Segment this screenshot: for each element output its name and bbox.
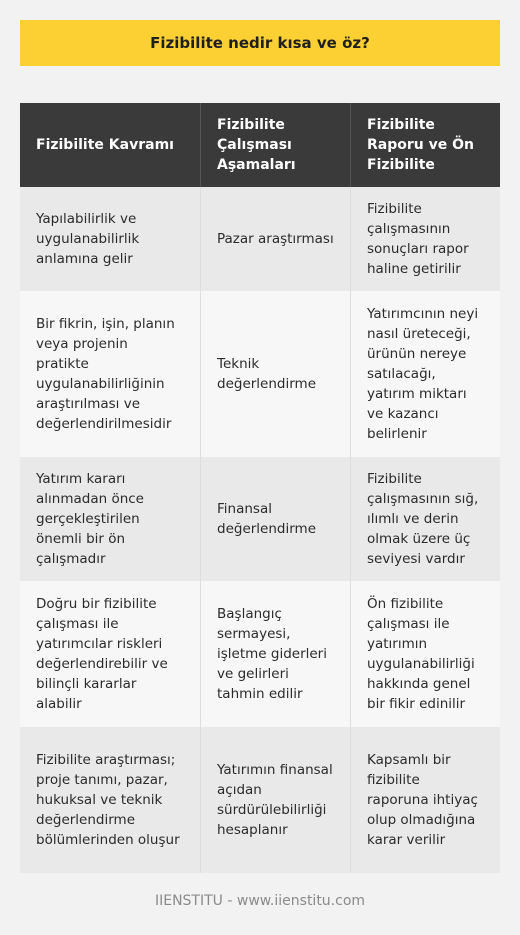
table-cell: Ön fizibilite çalışması ile yatırımın uygulanabilirliği hakkında genel bir fikir edinilir <box>350 581 500 727</box>
table-cell: Fizibilite çalışmasının sonuçları rapor haline getirilir <box>350 187 500 291</box>
table-row <box>20 727 500 873</box>
page-title-banner <box>20 20 500 66</box>
table-cell: Yapılabilirlik ve uygulanabilirlik anlamına gelir <box>20 187 200 291</box>
table-cell: Yatırım kararı alınmadan önce gerçekleştirilen önemli bir ön çalışmadır <box>20 457 200 581</box>
header-cell: Fizibilite Raporu ve Ön Fizibilite <box>350 103 500 187</box>
header-cell: Fizibilite Kavramı <box>20 103 200 187</box>
table-cell: Bir fikrin, işin, planın veya projenin pratikte uygulanabilirliğinin araştırılması ve değerlendirilmesidir <box>20 291 200 457</box>
table-cell: Kapsamlı bir fizibilite raporuna ihtiyaç olup olmadığına karar verilir <box>350 727 500 873</box>
table-cell: Fizibilite araştırması; proje tanımı, pazar, hukuksal ve teknik değerlendirme bölümlerinden oluşur <box>20 727 200 873</box>
table-cell: Doğru bir fizibilite çalışması ile yatırımcılar riskleri değerlendirebilir ve bilinçli kararlar alabilir <box>20 581 200 727</box>
table-row <box>20 457 500 581</box>
table-row <box>20 581 500 727</box>
table-cell: Fizibilite çalışmasının sığ, ılımlı ve derin olmak üzere üç seviyesi vardır <box>350 457 500 581</box>
header-cell: Fizibilite Çalışması Aşamaları <box>200 103 350 187</box>
table-cell: Yatırımın finansal açıdan sürdürülebilirliği hesaplanır <box>200 727 350 873</box>
table-row <box>20 187 500 291</box>
table-row <box>20 291 500 457</box>
table-cell: Başlangıç sermayesi, işletme giderleri ve gelirleri tahmin edilir <box>200 581 350 727</box>
footer-credit: IIENSTITU - www.iienstitu.com <box>154 893 366 909</box>
page-title: Fizibilite nedir kısa ve öz? <box>150 34 370 52</box>
feasibility-table <box>20 103 500 873</box>
table-cell: Teknik değerlendirme <box>200 291 350 457</box>
table-cell: Finansal değerlendirme <box>200 457 350 581</box>
table-cell: Yatırımcının neyi nasıl üreteceği, ürünün nereye satılacağı, yatırım miktarı ve kazancı belirlenir <box>350 291 500 457</box>
table-header-row <box>20 103 500 187</box>
table-cell: Pazar araştırması <box>200 187 350 291</box>
